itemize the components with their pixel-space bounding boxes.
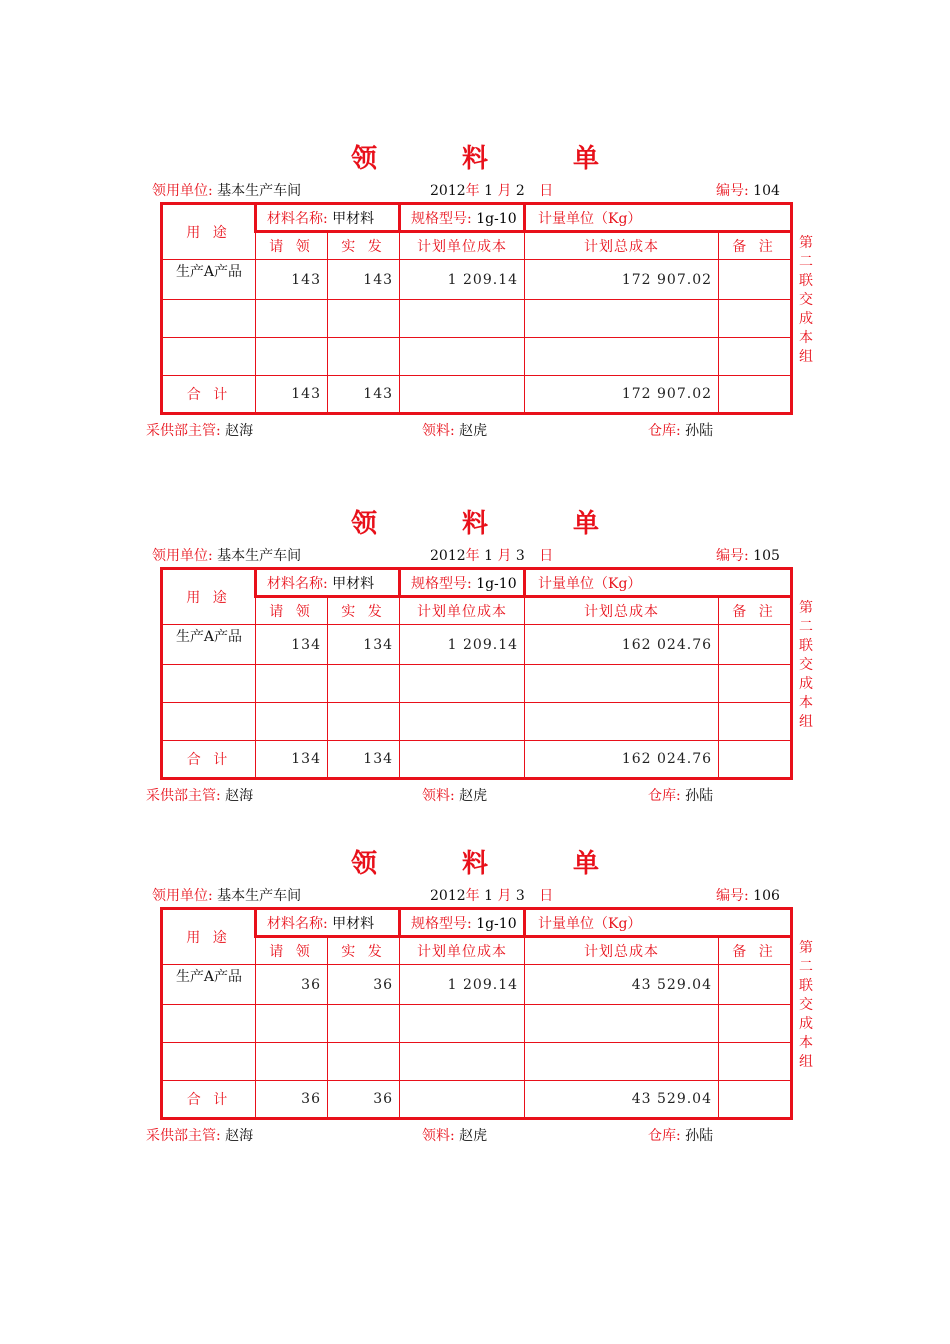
sum-unit-cost: [400, 741, 525, 779]
requested-value: 36: [256, 965, 328, 1005]
empty-cell: [162, 1043, 256, 1081]
sum-unit-cost: [400, 1081, 525, 1119]
sum-total-cost: 172 907.02: [525, 376, 719, 414]
material-cell: 材料名称: 甲材料: [256, 204, 400, 232]
number-line: 编号: 106: [716, 888, 780, 904]
unit-cell: 计量单位（Kg）: [525, 909, 792, 937]
receiver-line: 领料: 赵虎: [422, 1128, 488, 1144]
col-total-cost-header: 计划总成本: [525, 937, 719, 965]
requisition-form-3: [0, 843, 950, 1163]
actual-value: 143: [328, 260, 400, 300]
spec-cell: 规格型号: 1g-10: [400, 204, 525, 232]
warehouse-line: 仓库: 孙陆: [648, 788, 714, 804]
date-line: 2012年 1 月 3 日: [430, 888, 554, 904]
sum-requested: 36: [256, 1081, 328, 1119]
requested-value: 134: [256, 625, 328, 665]
sum-total-cost: 43 529.04: [525, 1081, 719, 1119]
material-cell: 材料名称: 甲材料: [256, 909, 400, 937]
dept-line: 领用单位: 基本生产车间: [152, 183, 302, 199]
use-value: 生产A产品: [162, 260, 256, 300]
use-value: 生产A产品: [162, 965, 256, 1005]
requisition-table: [160, 202, 793, 415]
col-unit-cost-header: 计划单位成本: [400, 937, 525, 965]
date-line: 2012年 1 月 2 日: [430, 183, 554, 199]
supervisor-line: 采供部主管: 赵海: [146, 423, 254, 439]
total-label: 合 计: [162, 1081, 256, 1119]
requested-value: 143: [256, 260, 328, 300]
col-total-cost-header: 计划总成本: [525, 232, 719, 260]
sum-requested: 134: [256, 741, 328, 779]
note-value: [719, 260, 792, 300]
empty-cell: [162, 300, 256, 338]
col-actual-header: 实 发: [328, 232, 400, 260]
requisition-table: [160, 567, 793, 780]
col-total-cost-header: 计划总成本: [525, 597, 719, 625]
col-note-header: 备 注: [719, 232, 792, 260]
empty-cell: [162, 665, 256, 703]
side-note: 第二联交成本组: [799, 600, 813, 730]
sum-actual: 143: [328, 376, 400, 414]
total-label: 合 计: [162, 741, 256, 779]
sum-actual: 36: [328, 1081, 400, 1119]
number-line: 编号: 104: [716, 183, 780, 199]
total-cost-value: 43 529.04: [525, 965, 719, 1005]
col-use-header: 用 途: [162, 909, 256, 965]
actual-value: 134: [328, 625, 400, 665]
dept-line: 领用单位: 基本生产车间: [152, 888, 302, 904]
spec-cell: 规格型号: 1g-10: [400, 569, 525, 597]
unit-cell: 计量单位（Kg）: [525, 204, 792, 232]
sum-actual: 134: [328, 741, 400, 779]
side-note: 第二联交成本组: [799, 235, 813, 365]
total-cost-value: 162 024.76: [525, 625, 719, 665]
requisition-form-1: [0, 138, 950, 458]
sum-unit-cost: [400, 376, 525, 414]
sum-requested: 143: [256, 376, 328, 414]
note-value: [719, 625, 792, 665]
col-requested-header: 请 领: [256, 597, 328, 625]
number-line: 编号: 105: [716, 548, 780, 564]
col-note-header: 备 注: [719, 937, 792, 965]
actual-value: 36: [328, 965, 400, 1005]
col-unit-cost-header: 计划单位成本: [400, 597, 525, 625]
sum-total-cost: 162 024.76: [525, 741, 719, 779]
total-cost-value: 172 907.02: [525, 260, 719, 300]
material-cell: 材料名称: 甲材料: [256, 569, 400, 597]
col-unit-cost-header: 计划单位成本: [400, 232, 525, 260]
total-label: 合 计: [162, 376, 256, 414]
unit-cost-value: 1 209.14: [400, 965, 525, 1005]
date-line: 2012年 1 月 3 日: [430, 548, 554, 564]
use-value: 生产A产品: [162, 625, 256, 665]
form-title: 领 料 单: [350, 509, 638, 539]
supervisor-line: 采供部主管: 赵海: [146, 1128, 254, 1144]
col-use-header: 用 途: [162, 569, 256, 625]
receiver-line: 领料: 赵虎: [422, 423, 488, 439]
sum-note: [719, 741, 792, 779]
spec-cell: 规格型号: 1g-10: [400, 909, 525, 937]
requisition-table: [160, 907, 793, 1120]
col-note-header: 备 注: [719, 597, 792, 625]
empty-cell: [162, 703, 256, 741]
col-requested-header: 请 领: [256, 937, 328, 965]
unit-cost-value: 1 209.14: [400, 625, 525, 665]
sum-note: [719, 1081, 792, 1119]
empty-cell: [162, 338, 256, 376]
receiver-line: 领料: 赵虎: [422, 788, 488, 804]
col-use-header: 用 途: [162, 204, 256, 260]
col-requested-header: 请 领: [256, 232, 328, 260]
requisition-form-2: [0, 503, 950, 823]
note-value: [719, 965, 792, 1005]
empty-cell: [162, 1005, 256, 1043]
warehouse-line: 仓库: 孙陆: [648, 1128, 714, 1144]
supervisor-line: 采供部主管: 赵海: [146, 788, 254, 804]
warehouse-line: 仓库: 孙陆: [648, 423, 714, 439]
dept-line: 领用单位: 基本生产车间: [152, 548, 302, 564]
col-actual-header: 实 发: [328, 937, 400, 965]
side-note: 第二联交成本组: [799, 940, 813, 1070]
sum-note: [719, 376, 792, 414]
col-actual-header: 实 发: [328, 597, 400, 625]
unit-cost-value: 1 209.14: [400, 260, 525, 300]
form-title: 领 料 单: [350, 849, 638, 879]
form-title: 领 料 单: [350, 144, 638, 174]
unit-cell: 计量单位（Kg）: [525, 569, 792, 597]
